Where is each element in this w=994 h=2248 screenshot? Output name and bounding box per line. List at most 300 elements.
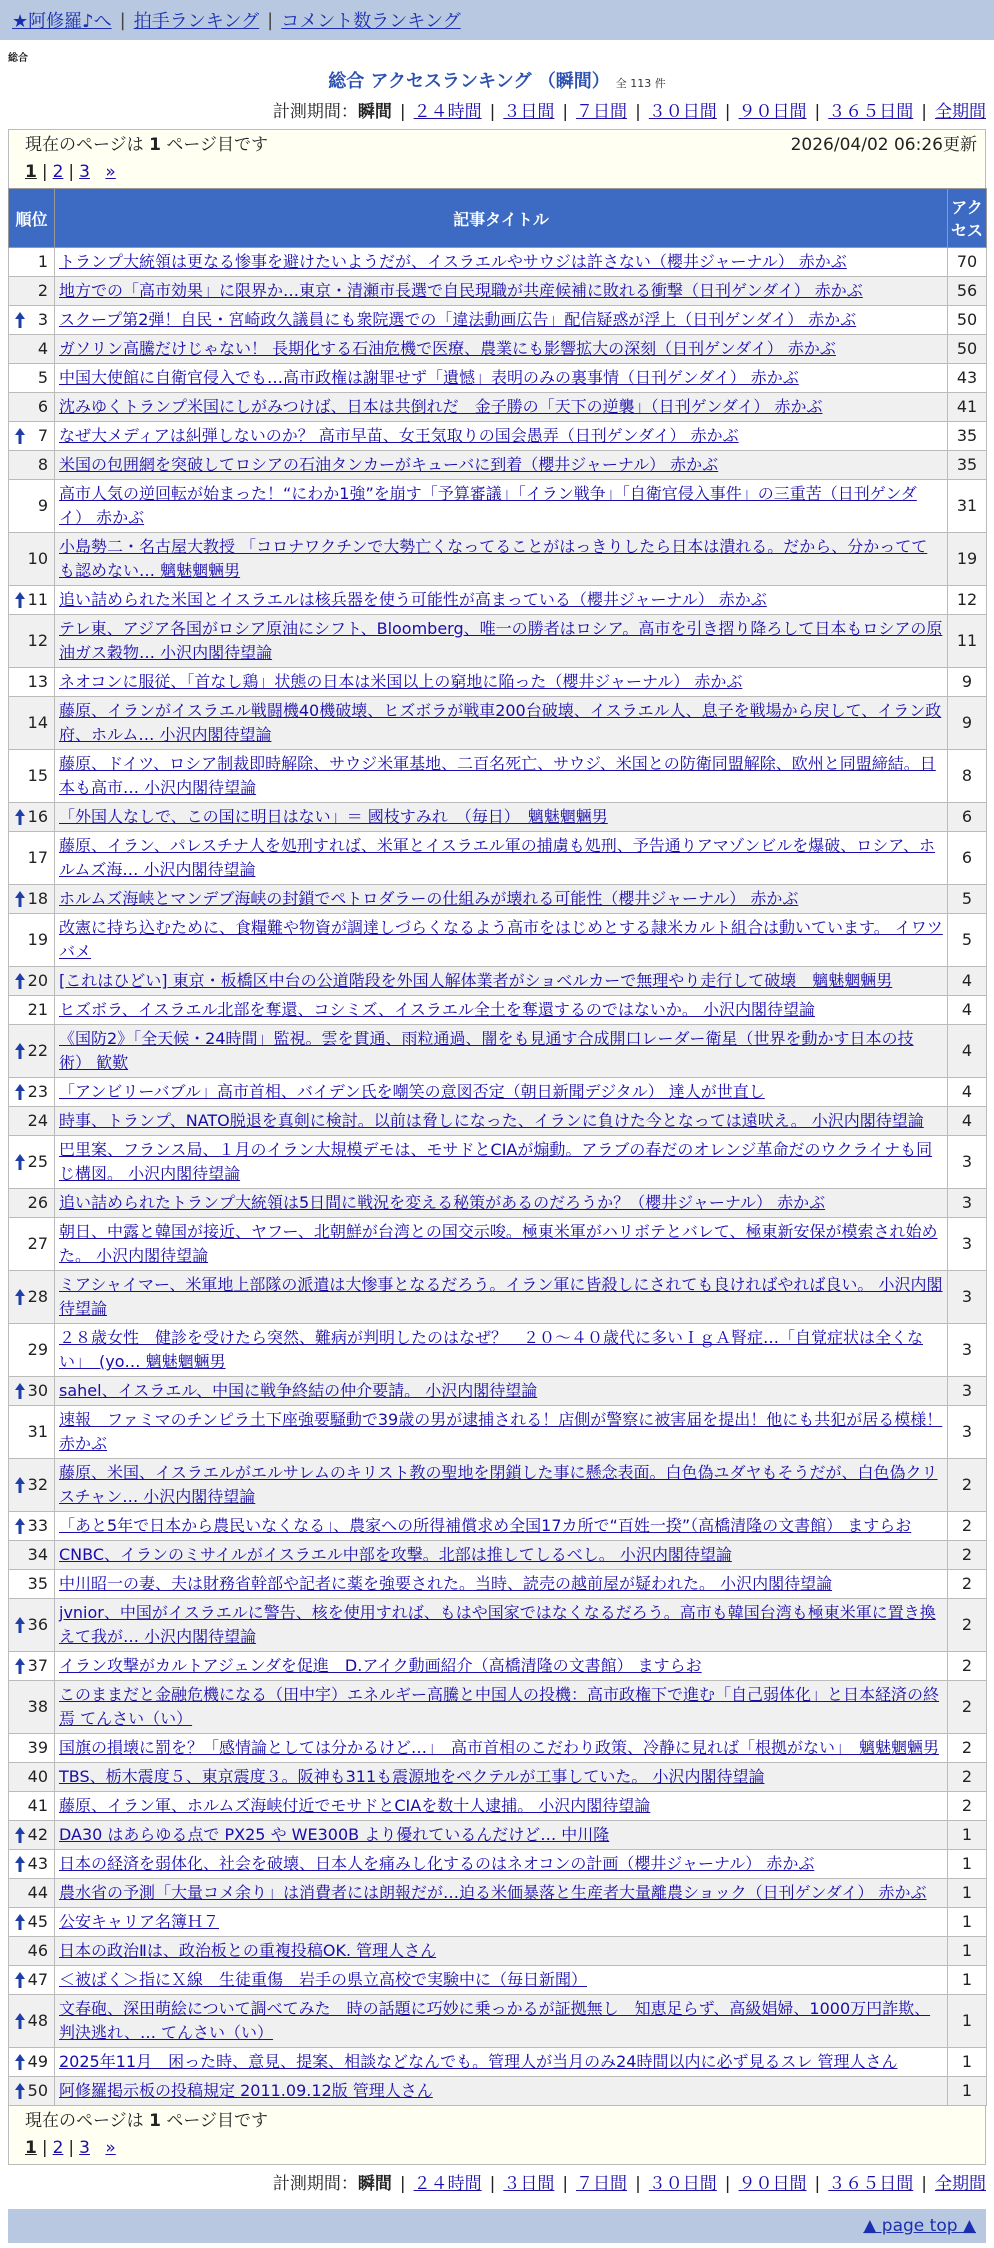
rank-number: 10 <box>27 549 48 568</box>
rank-up-arrow-icon <box>15 1383 25 1399</box>
rank-cell <box>9 480 55 533</box>
table-row <box>9 533 987 586</box>
rank-up-arrow-icon <box>15 1617 25 1633</box>
pager-link[interactable]: 3 <box>79 2138 90 2158</box>
rank-number: 21 <box>27 1000 48 1019</box>
article-link[interactable]: トランプ大統領は更なる惨事を避けたいようだが、イスラエルやサウジは許さない（櫻井ジャーナル） 赤かぶ <box>59 252 847 271</box>
access-count: 1 <box>948 1908 987 1937</box>
table-row <box>9 697 987 750</box>
period-label: 計測期間： <box>272 102 358 122</box>
rank-cell <box>9 914 55 967</box>
article-link[interactable]: 追い詰められたトランプ大統領は5日間に戦況を変える秘策があるのだろうか？（櫻井ジャーナル） 赤かぶ <box>59 1193 826 1212</box>
table-row <box>9 1218 987 1271</box>
rank-number: 34 <box>27 1545 48 1564</box>
title-cell <box>55 697 948 750</box>
access-count: 2 <box>948 1763 987 1792</box>
rank-number: 26 <box>27 1193 48 1212</box>
rank-cell <box>9 306 55 335</box>
table-row <box>9 422 987 451</box>
table-row <box>9 1937 987 1966</box>
rank-cell <box>9 1218 55 1271</box>
title-cell <box>55 1792 948 1821</box>
rank-up-arrow-icon <box>15 2013 25 2029</box>
article-link[interactable]: [これはひどい] 東京・板橋区中台の公道階段を外国人解体業者がショベルカーで無理やり走行して破壊 魑魅魍魎男 <box>59 971 893 990</box>
title-cell <box>55 1107 948 1136</box>
nav-clap-ranking-link[interactable]: 拍手ランキング <box>133 11 260 32</box>
access-count: 50 <box>948 306 987 335</box>
article-link[interactable]: 改憲に持ち込むために、食糧難や物資が調達しづらくなるよう高市をはじめとする隷米カルト組合は動いています。 イワツバメ <box>59 918 943 961</box>
nav-home-link[interactable]: ★阿修羅♪へ <box>12 11 112 32</box>
period-selector <box>0 101 994 123</box>
table-row <box>9 1792 987 1821</box>
article-link[interactable]: ２８歳女性 健診を受けたら突然、難病が判明したのはなぜ？ ２０～４０歳代に多いＩｇＡ腎症…「自覚症状は全くない」 (yo… 魑魅魍魎男 <box>59 1328 924 1371</box>
title-cell <box>55 2048 948 2077</box>
period-separator: | <box>635 102 641 122</box>
page-title-text: 総合 アクセスランキング （瞬間） <box>328 71 610 92</box>
rank-cell <box>9 1406 55 1459</box>
title-cell <box>55 306 948 335</box>
period-separator: | <box>489 2174 496 2194</box>
table-row <box>9 1078 987 1107</box>
title-cell <box>55 335 948 364</box>
page-info-box-bottom <box>8 2106 986 2165</box>
article-link[interactable]: ＜被ばく＞指にＸ線 生徒重傷 岩手の県立高校で実験中に（毎日新聞） <box>59 1970 588 1989</box>
rank-cell <box>9 697 55 750</box>
rank-number: 41 <box>27 1796 48 1815</box>
article-link[interactable]: 中川昭一の妻、夫は財務省幹部や記者に薬を強要された。当時、読売の越前屋が疑われた。 小沢内閣待望論 <box>59 1574 833 1593</box>
article-link[interactable]: ミアシャイマー、米軍地上部隊の派遣は大惨事となるだろう。イラン軍に皆殺しにされても良ければやれば良い。 小沢内閣待望論 <box>59 1275 943 1318</box>
rank-cell <box>9 1763 55 1792</box>
rank-number: 24 <box>27 1111 48 1130</box>
article-link[interactable]: TBS、栃木震度５、東京震度３。阪神も311も震源地をペクテルが工事していた。 小沢内閣待望論 <box>59 1767 765 1786</box>
rank-cell <box>9 668 55 697</box>
access-count: 41 <box>948 393 987 422</box>
period-link[interactable]: ３６５日間 <box>828 102 914 122</box>
page-text-pre: 現在のページは <box>25 135 144 155</box>
article-link[interactable]: 日本の経済を弱体化、社会を破壊、日本人を痛みし化するのはネオコンの計画（櫻井ジャーナル） 赤かぶ <box>59 1854 815 1873</box>
pager-current: 1 <box>25 162 37 182</box>
rank-number: 38 <box>27 1697 48 1716</box>
rank-number: 18 <box>27 889 48 908</box>
period-link[interactable]: 全期間 <box>935 2174 986 2194</box>
title-cell <box>55 1995 948 2048</box>
access-count: 8 <box>948 750 987 803</box>
page-text-pre: 現在のページは <box>25 2111 144 2131</box>
rank-number: 42 <box>27 1825 48 1844</box>
period-separator: | <box>562 102 569 122</box>
pager-separator: | <box>68 2138 75 2158</box>
rank-cell <box>9 393 55 422</box>
title-cell <box>55 1570 948 1599</box>
category-label: 総合 <box>8 53 28 64</box>
title-cell <box>55 1512 948 1541</box>
title-cell <box>55 1652 948 1681</box>
article-link[interactable]: スクープ第2弾！自民・宮崎政久議員にも衆院選での「違法動画広告」配信疑惑が浮上（日刊ゲンダイ） 赤かぶ <box>59 310 857 329</box>
rank-cell <box>9 1512 55 1541</box>
title-cell <box>55 422 948 451</box>
article-link[interactable]: 沈みゆくトランプ米国にしがみつけば、日本は共倒れだ 金子勝の「天下の逆襲」（日刊ゲンダイ） 赤かぶ <box>59 397 823 416</box>
access-count: 6 <box>948 832 987 885</box>
article-link[interactable]: ネオコンに服従、「首なし鶏」状態の日本は米国以上の窮地に陥った（櫻井ジャーナル） 赤かぶ <box>59 672 743 691</box>
access-count: 1 <box>948 2048 987 2077</box>
table-row <box>9 1681 987 1734</box>
rank-number: 13 <box>27 672 48 691</box>
title-cell <box>55 533 948 586</box>
title-cell <box>55 832 948 885</box>
rank-number: 33 <box>27 1516 48 1535</box>
article-link[interactable]: 高市人気の逆回転が始まった！“にわか1強”を崩す「予算審議」「イラン戦争」「自衛官侵入事件」の三重苦（日刊ゲンダイ） 赤かぶ <box>59 484 917 527</box>
rank-cell <box>9 422 55 451</box>
article-link[interactable]: このままだと金融危機になる（田中宇）エネルギー高騰と中国人の投機：高市政権下で進む「自己弱体化」と日本経済の終焉 てんさい（い） <box>59 1685 940 1728</box>
period-separator: | <box>489 102 496 122</box>
article-link[interactable]: ホルムズ海峡とマンデブ海峡の封鎖でペトロダラーの仕組みが壊れる可能性（櫻井ジャーナル） 赤かぶ <box>59 889 799 908</box>
article-link[interactable]: 藤原、イラン、パレスチナ人を処刑すれば、米軍とイスラエル軍の捕虜も処刑、予告通りアマゾンビルを爆破、ロシア、ホルムズ海… 小沢内閣待望論 <box>59 836 936 879</box>
article-link[interactable]: ガソリン高騰だけじゃない！ 長期化する石油危機で医療、農業にも影響拡大の深刻（日刊ゲンダイ） 赤かぶ <box>59 339 836 358</box>
rank-up-arrow-icon <box>15 1658 25 1674</box>
rank-number: 39 <box>27 1738 48 1757</box>
top-nav <box>0 0 994 40</box>
table-row <box>9 750 987 803</box>
rank-up-arrow-icon <box>15 1914 25 1930</box>
article-link[interactable]: 文春砲、深田萌絵について調べてみた 時の話題に巧妙に乗っかるが証拠無し 知恵足らず、高級娼婦、1000万円詐欺、判決逃れ、… てんさい（い） <box>59 1999 931 2042</box>
rank-up-arrow-icon <box>15 973 25 989</box>
period-link[interactable]: ９０日間 <box>738 102 807 122</box>
pager-link[interactable]: 2 <box>52 2138 64 2158</box>
rank-cell <box>9 1908 55 1937</box>
period-link[interactable]: ２４時間 <box>413 102 482 122</box>
table-row <box>9 1271 987 1324</box>
article-link[interactable]: jvnior、中国がイスラエルに警告、核を使用すれば、もはや国家ではなくなるだろう。高市も韓国台湾も極東米軍に置き換えて我が… 小沢内閣待望論 <box>59 1603 936 1646</box>
article-link[interactable]: ヒズボラ、イスラエル北部を奪還、コシミズ、イスラエル全土を奪還するのではないか。 小沢内閣待望論 <box>59 1000 815 1019</box>
rank-up-arrow-icon <box>15 1084 25 1100</box>
access-count: 3 <box>948 1136 987 1189</box>
article-link[interactable]: 米国の包囲網を突破してロシアの石油タンカーがキューバに到着（櫻井ジャーナル） 赤かぶ <box>59 455 719 474</box>
title-cell <box>55 885 948 914</box>
article-link[interactable]: CNBC、イランのミサイルがイスラエル中部を攻撃。北部は推してしるべし。 小沢内閣待望論 <box>59 1545 732 1564</box>
pager-separator: | <box>68 162 75 182</box>
article-link[interactable]: sahel、イスラエル、中国に戦争終結の仲介要請。 小沢内閣待望論 <box>59 1381 538 1400</box>
pager-next-link[interactable]: » <box>105 2138 116 2158</box>
updated-timestamp: 2026/04/02 06:26更新 <box>790 135 977 155</box>
title-cell <box>55 1189 948 1218</box>
access-count: 70 <box>948 248 987 277</box>
table-row <box>9 1324 987 1377</box>
period-separator: | <box>562 2174 569 2194</box>
rank-number: 49 <box>27 2052 48 2071</box>
period-link[interactable]: ２４時間 <box>413 2174 482 2194</box>
table-row <box>9 364 987 393</box>
period-separator: | <box>921 2174 927 2194</box>
pager-spacer <box>95 2138 100 2158</box>
page-info-box <box>8 129 986 188</box>
rank-number: 19 <box>27 930 48 949</box>
rank-up-arrow-icon <box>15 1154 25 1170</box>
rank-cell <box>9 1541 55 1570</box>
title-cell <box>55 1271 948 1324</box>
pager <box>25 160 977 184</box>
table-row <box>9 2048 987 2077</box>
rank-cell <box>9 1995 55 2048</box>
article-link[interactable]: 小島勢二・名古屋大教授 「コロナワクチンで大勢亡くなってることがはっきりしたら日本は潰れる。だから、分かってても認めない… 魑魅魍魎男 <box>59 537 928 580</box>
pager-separator: | <box>41 162 48 182</box>
title-cell <box>55 480 948 533</box>
pager-spacer <box>95 162 100 182</box>
table-row <box>9 248 987 277</box>
rank-cell <box>9 248 55 277</box>
access-count: 4 <box>948 996 987 1025</box>
pager-current: 1 <box>25 2138 37 2158</box>
access-count: 56 <box>948 277 987 306</box>
title-cell <box>55 248 948 277</box>
table-row <box>9 1189 987 1218</box>
rank-up-arrow-icon <box>15 1477 25 1493</box>
access-count: 2 <box>948 1541 987 1570</box>
access-count: 3 <box>948 1406 987 1459</box>
access-count: 6 <box>948 803 987 832</box>
access-count: 35 <box>948 451 987 480</box>
current-page-text <box>25 2110 268 2132</box>
table-row <box>9 1966 987 1995</box>
title-cell <box>55 1377 948 1406</box>
table-row <box>9 1821 987 1850</box>
rank-cell <box>9 533 55 586</box>
rank-cell <box>9 277 55 306</box>
period-link[interactable]: ３日間 <box>503 102 555 122</box>
rank-cell <box>9 364 55 393</box>
rank-number: 8 <box>37 455 48 474</box>
pager-link[interactable]: 2 <box>52 162 64 182</box>
table-row <box>9 1541 987 1570</box>
article-link[interactable]: 中国大使館に自衛官侵入でも…高市政権は謝罪せず「遺憾」表明のみの裏事情（日刊ゲンダイ） 赤かぶ <box>59 368 799 387</box>
table-row <box>9 615 987 668</box>
nav-separator: | <box>119 9 126 31</box>
access-count: 2 <box>948 1459 987 1512</box>
rank-up-arrow-icon <box>15 312 25 328</box>
rank-cell <box>9 615 55 668</box>
title-cell <box>55 615 948 668</box>
table-row <box>9 885 987 914</box>
rank-cell <box>9 1966 55 1995</box>
rank-number: 5 <box>37 368 48 387</box>
rank-cell <box>9 832 55 885</box>
table-row <box>9 996 987 1025</box>
rank-cell <box>9 1025 55 1078</box>
table-row <box>9 1406 987 1459</box>
period-link[interactable]: 全期間 <box>935 102 986 122</box>
rank-number: 20 <box>27 971 48 990</box>
header-rank: 順位 <box>9 189 55 248</box>
title-cell <box>55 1937 948 1966</box>
access-count: 2 <box>948 1599 987 1652</box>
title-cell <box>55 1541 948 1570</box>
rank-number: 31 <box>27 1422 48 1441</box>
access-count: 50 <box>948 335 987 364</box>
table-row <box>9 803 987 832</box>
rank-cell <box>9 1734 55 1763</box>
rank-cell <box>9 1459 55 1512</box>
article-link[interactable]: 藤原、米国、イスラエルがエルサレムのキリスト教の聖地を閉鎖した事に懸念表面。白色偽ユダヤもそうだが、白色偽クリスチャン… 小沢内閣待望論 <box>59 1463 938 1506</box>
period-link[interactable]: ３６５日間 <box>828 2174 914 2194</box>
period-link[interactable]: ３日間 <box>503 2174 555 2194</box>
article-link[interactable]: 国旗の損壊に罰を？「感情論としては分かるけど…」 高市首相のこだわり政策、冷静に見れば「根拠がない」 魑魅魍魎男 <box>59 1738 940 1757</box>
period-selector-bottom <box>0 2173 994 2195</box>
access-count: 12 <box>948 586 987 615</box>
ranking-table <box>8 188 987 2106</box>
rank-number: 40 <box>27 1767 48 1786</box>
title-cell <box>55 1599 948 1652</box>
table-row <box>9 2077 987 2106</box>
access-count: 1 <box>948 1937 987 1966</box>
article-link[interactable]: 2025年11月 困った時、意見、提案、相談などなんでも。管理人が当月のみ24時間以内に必ず見るスレ 管理人さん <box>59 2052 898 2071</box>
article-link[interactable]: 藤原、ドイツ、ロシア制裁即時解除、サウジ米軍基地、二百名死亡、サウジ、米国との防衛同盟解除、欧州と同盟締結。日本も高市… 小沢内閣待望論 <box>59 754 936 797</box>
access-count: 1 <box>948 1850 987 1879</box>
access-count: 2 <box>948 1512 987 1541</box>
title-cell <box>55 1078 948 1107</box>
rank-number: 37 <box>27 1656 48 1675</box>
rank-cell <box>9 1570 55 1599</box>
access-count: 1 <box>948 1966 987 1995</box>
access-count: 4 <box>948 1078 987 1107</box>
title-cell <box>55 393 948 422</box>
rank-cell <box>9 1078 55 1107</box>
rank-cell <box>9 803 55 832</box>
rank-up-arrow-icon <box>15 2054 25 2070</box>
header-title: 記事タイトル <box>55 189 948 248</box>
period-link[interactable]: ７日間 <box>576 2174 628 2194</box>
page-top-link[interactable]: ▲ page top ▲ <box>863 2216 976 2236</box>
article-link[interactable]: 「外国人なしで、この国に明日はない」＝ 國枝すみれ （毎日） 魑魅魍魎男 <box>59 807 608 826</box>
period-link[interactable]: ３０日間 <box>648 2174 717 2194</box>
title-cell <box>55 277 948 306</box>
article-link[interactable]: 藤原、イランがイスラエル戦闘機40機破壊、ヒズボラが戦車200台破壊、イスラエル人、息子を戦場から戻して、イラン政府、ホルム… 小沢内閣待望論 <box>59 701 942 744</box>
page-number: 1 <box>149 135 161 155</box>
rank-up-arrow-icon <box>15 891 25 907</box>
rank-number: 36 <box>27 1615 48 1634</box>
rank-up-arrow-icon <box>15 1289 25 1305</box>
article-link[interactable]: 藤原、イラン軍、ホルムズ海峡付近でモサドとCIAを数十人逮捕。 小沢内閣待望論 <box>59 1796 651 1815</box>
access-count: 35 <box>948 422 987 451</box>
rank-number: 7 <box>37 426 48 445</box>
period-link[interactable]: ９０日間 <box>738 2174 807 2194</box>
page-text-post: ページ目です <box>166 2111 268 2131</box>
access-count: 19 <box>948 533 987 586</box>
title-cell <box>55 914 948 967</box>
article-link[interactable]: 「アンビリーバブル」高市首相、バイデン氏を嘲笑の意図否定（朝日新聞デジタル） 達人が世直し <box>59 1082 765 1101</box>
table-row <box>9 393 987 422</box>
rank-number: 6 <box>37 397 48 416</box>
rank-number: 16 <box>27 807 48 826</box>
article-link[interactable]: 巴里案、フランス局、１月のイラン大規模デモは、モサドとCIAが煽動。アラブの春だのオレンジ革命だのウクライナも同じ構図。 小沢内閣待望論 <box>59 1140 933 1183</box>
article-link[interactable]: 日本の政治Ⅱは、政治板との重複投稿OK. 管理人さん <box>59 1941 437 1960</box>
rank-number: 1 <box>37 252 48 271</box>
article-link[interactable]: DA30 はあらゆる点で PX25 や WE300B より優れているんだけど… 中川隆 <box>59 1825 610 1844</box>
period-link[interactable]: ３０日間 <box>648 102 717 122</box>
rank-up-arrow-icon <box>15 1043 25 1059</box>
pager-link[interactable]: 3 <box>79 162 90 182</box>
article-link[interactable]: 追い詰められた米国とイスラエルは核兵器を使う可能性が高まっている（櫻井ジャーナル） 赤かぶ <box>59 590 767 609</box>
rank-up-arrow-icon <box>15 592 25 608</box>
pager <box>25 2136 977 2160</box>
access-count: 5 <box>948 914 987 967</box>
rank-number: 29 <box>27 1340 48 1359</box>
table-row <box>9 1377 987 1406</box>
rank-number: 32 <box>27 1475 48 1494</box>
table-row <box>9 1107 987 1136</box>
article-link[interactable]: イラン攻撃がカルトアジェンダを促進 D.アイク動画紹介（高橋清隆の文書館） ますらお <box>59 1656 702 1675</box>
rank-cell <box>9 586 55 615</box>
access-count: 3 <box>948 1377 987 1406</box>
article-link[interactable]: 農水省の予測「大量コメ余り」は消費者には朗報だが…迫る米価暴落と生産者大量離農ショック（日刊ゲンダイ） 赤かぶ <box>59 1883 927 1902</box>
period-separator: | <box>921 102 927 122</box>
table-row <box>9 451 987 480</box>
nav-comment-ranking-link[interactable]: コメント数ランキング <box>281 11 461 32</box>
access-count: 2 <box>948 1681 987 1734</box>
pager-next-link[interactable]: » <box>105 162 116 182</box>
article-link[interactable]: なぜ大メディアは糾弾しないのか？ 高市早苗、女王気取りの国会愚弄（日刊ゲンダイ） 赤かぶ <box>59 426 739 445</box>
table-row <box>9 1995 987 2048</box>
title-cell <box>55 586 948 615</box>
access-count: 2 <box>948 1652 987 1681</box>
period-current: 瞬間 <box>357 102 392 122</box>
title-cell <box>55 1324 948 1377</box>
period-separator: | <box>814 2174 821 2194</box>
article-link[interactable]: 公安キャリア名簿Ｈ７ <box>59 1912 220 1931</box>
rank-number: 48 <box>27 2011 48 2030</box>
period-separator: | <box>399 102 406 122</box>
rank-number: 46 <box>27 1941 48 1960</box>
article-link[interactable]: テレ東、アジア各国がロシア原油にシフト、Bloomberg、唯一の勝者はロシア。高市を引き摺り降ろして日本もロシアの原油ガス穀物… 小沢内閣待望論 <box>59 619 943 662</box>
rank-cell <box>9 335 55 364</box>
article-link[interactable]: 阿修羅掲示板の投稿規定 2011.09.12版 管理人さん <box>59 2081 433 2100</box>
rank-up-arrow-icon <box>15 1827 25 1843</box>
rank-up-arrow-icon <box>15 1972 25 1988</box>
access-count: 3 <box>948 1189 987 1218</box>
pager-separator: | <box>41 2138 48 2158</box>
rank-number: 3 <box>37 310 48 329</box>
rank-number: 15 <box>27 766 48 785</box>
article-link[interactable]: 朝日、中露と韓国が接近、ヤフー、北朝鮮が台湾との国交示唆。極東米軍がハリボテとバレて、極東新安保が模索され始めた。 小沢内閣待望論 <box>59 1222 938 1265</box>
table-row <box>9 1763 987 1792</box>
rank-cell <box>9 2077 55 2106</box>
article-link[interactable]: 速報 ファミマのチンピラ土下座強要騒動で39歳の男が逮捕される！店側が警察に被害届を提出！他にも共犯が居る模様！ 赤かぶ <box>59 1410 943 1453</box>
access-count: 1 <box>948 1821 987 1850</box>
table-row <box>9 586 987 615</box>
rank-number: 14 <box>27 713 48 732</box>
title-cell <box>55 1763 948 1792</box>
title-cell <box>55 668 948 697</box>
period-link[interactable]: ７日間 <box>576 102 628 122</box>
current-page-text <box>25 134 268 156</box>
article-link[interactable]: 地方での「高市効果」に限界か…東京・清瀬市長選で自民現職が共産候補に敗れる衝撃（日刊ゲンダイ） 赤かぶ <box>59 281 863 300</box>
rank-number: 28 <box>27 1287 48 1306</box>
rank-up-arrow-icon <box>15 428 25 444</box>
rank-number: 9 <box>37 496 48 515</box>
article-link[interactable]: 《国防2》「全天候・24時間」監視。雲を貫通、雨粒通過、闇をも見通す合成開口レーダー衛星（世界を動かす日本の技術） 歓歎 <box>59 1029 914 1072</box>
table-row <box>9 480 987 533</box>
rank-cell <box>9 1324 55 1377</box>
rank-number: 17 <box>27 848 48 867</box>
article-link[interactable]: 「あと5年で日本から農民いなくなる」、農家への所得補償求め全国17カ所で“百姓一揆”（高橋清隆の文書館） ますらお <box>59 1516 912 1535</box>
rank-cell <box>9 750 55 803</box>
access-count: 31 <box>948 480 987 533</box>
article-link[interactable]: 時事、トランプ、NATO脱退を真剣に検討。以前は脅しになった、イランに負けた今となっては遠吠え。 小沢内閣待望論 <box>59 1111 924 1130</box>
access-count: 5 <box>948 885 987 914</box>
title-cell <box>55 1218 948 1271</box>
table-row <box>9 1025 987 1078</box>
title-cell <box>55 996 948 1025</box>
rank-number: 22 <box>27 1041 48 1060</box>
title-cell <box>55 1406 948 1459</box>
